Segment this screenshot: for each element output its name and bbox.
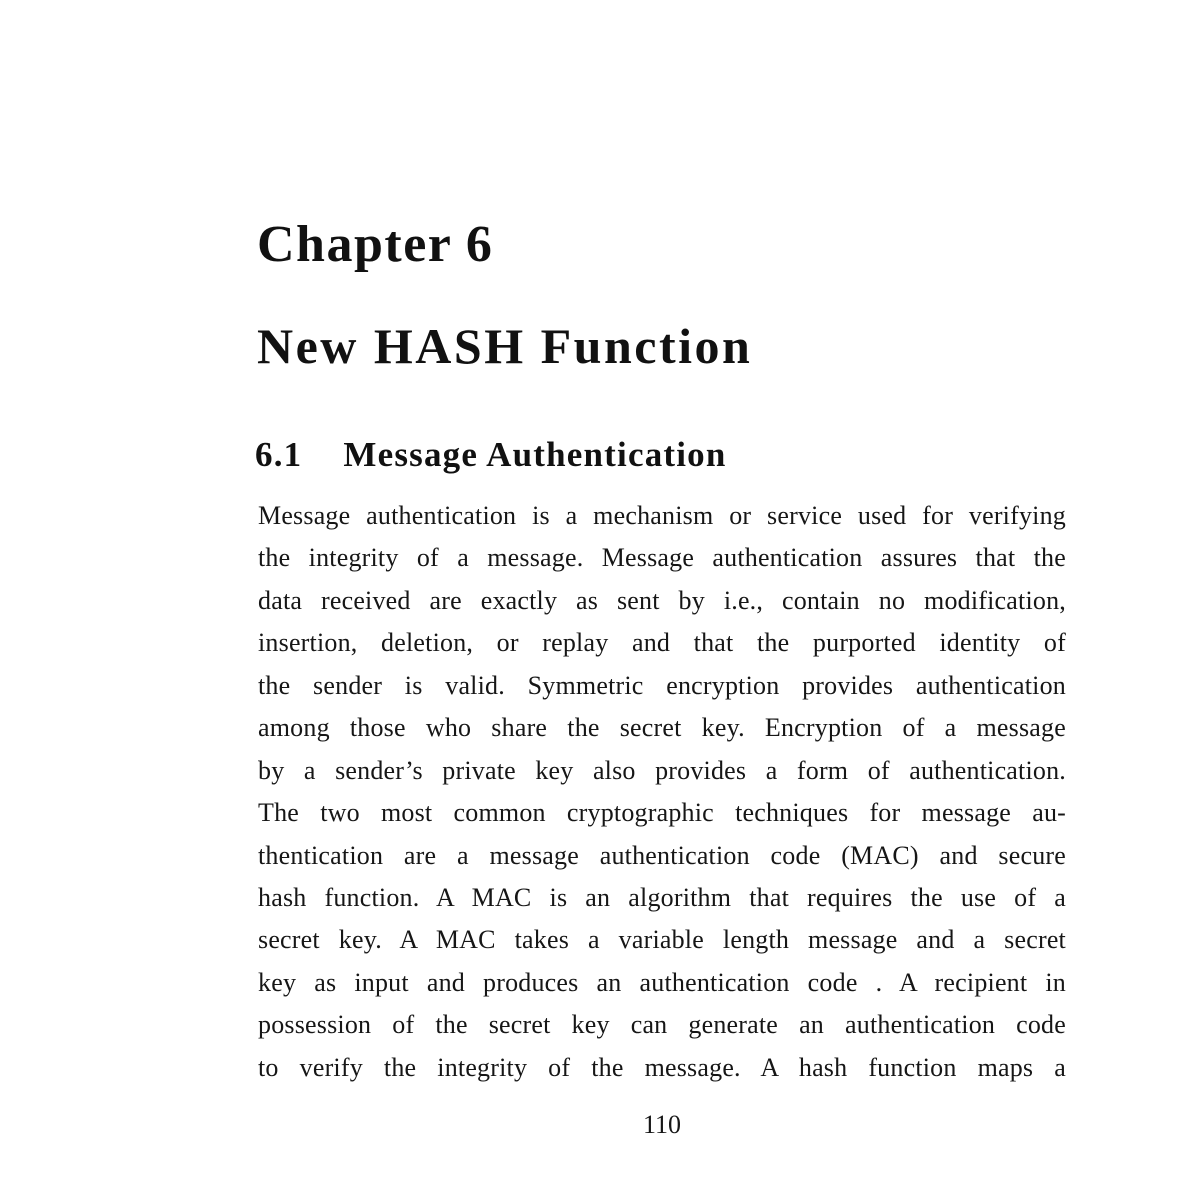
body-line: among those who share the secret key. Encryption of a message xyxy=(258,713,1066,743)
paragraph xyxy=(258,495,1066,1089)
body-line: by a sender’s private key also provides a form of authentication. xyxy=(258,755,1066,785)
body-line: to verify the integrity of the message. A hash function maps a xyxy=(258,1052,1066,1082)
body-line: data received are exactly as sent by i.e., contain no modification, xyxy=(258,585,1066,615)
page-number: 110 xyxy=(642,1110,682,1139)
section-title: Message Authentication xyxy=(343,435,727,474)
body-line: hash function. A MAC is an algorithm that requires the use of a xyxy=(258,882,1066,912)
body-line: the sender is valid. Symmetric encryption provides authentication xyxy=(258,670,1066,700)
body-line: key as input and produces an authentication code . A recipient in xyxy=(258,967,1066,997)
body-line: thentication are a message authentication code (MAC) and secure xyxy=(258,840,1066,870)
section-heading xyxy=(255,437,727,472)
chapter-label: Chapter 6 xyxy=(257,216,494,273)
section-number: 6.1 xyxy=(255,435,303,474)
body-line: insertion, deletion, or replay and that the purported identity of xyxy=(258,628,1066,658)
body-line: possession of the secret key can generate an authentication code xyxy=(258,1010,1066,1040)
body-line: The two most common cryptographic techniques for message au- xyxy=(258,798,1066,828)
body-line: secret key. A MAC takes a variable length message and a secret xyxy=(258,925,1066,955)
body-line: Message authentication is a mechanism or service used for verifying xyxy=(258,501,1066,530)
chapter-title: New HASH Function xyxy=(257,318,753,374)
body-line: the integrity of a message. Message authentication assures that the xyxy=(258,543,1066,573)
